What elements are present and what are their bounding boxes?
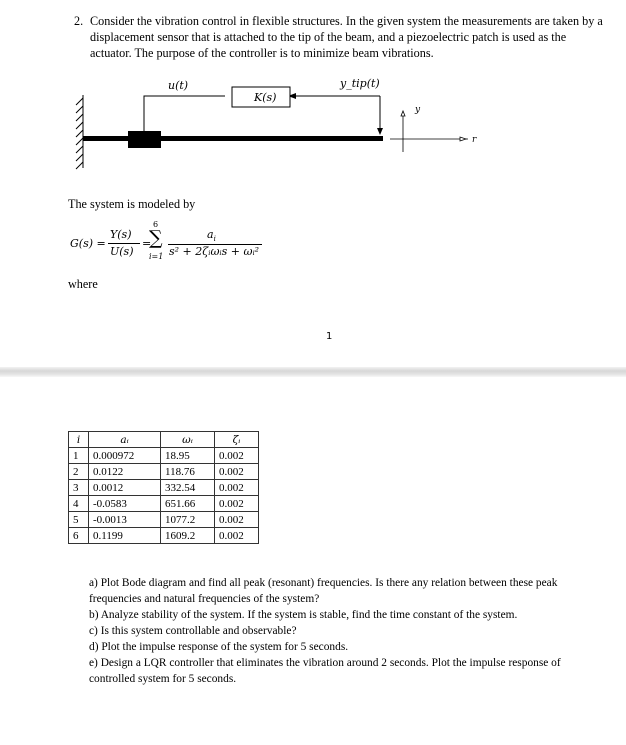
coordinate-axes [390, 111, 468, 152]
cell: 0.002 [215, 512, 259, 528]
cell: 332.54 [161, 480, 215, 496]
cell: 0.000972 [89, 448, 161, 464]
feedback-wire [144, 96, 225, 131]
transfer-function [70, 220, 300, 272]
table-row [69, 528, 259, 544]
sum-lower: i=1 [149, 252, 164, 261]
problem-number: 2. [74, 14, 84, 28]
header-i: i [69, 432, 89, 448]
axis-r-label: r [472, 135, 477, 145]
page-divider [0, 367, 626, 377]
problem-statement: Consider the vibration control in flexible structures. In the given system the measurements are taken by a displacement sensor that is attached to the tip of the beam, and a piezoelectric patch is used as the actuator. The purpose of the controller is to minimize beam vibrations. [90, 14, 603, 60]
controller-label: K(s) [254, 91, 277, 104]
cell: 1 [69, 448, 89, 464]
header-zeta: ζᵢ [215, 432, 259, 448]
question-d: d) Plot the impulse response of the system for 5 seconds. [89, 641, 349, 653]
tf-frac-bar [108, 243, 140, 244]
header-omega: ωᵢ [161, 432, 215, 448]
table-row [69, 496, 259, 512]
wall-hatch [76, 95, 83, 169]
tf-frac-num: Y(s) [110, 228, 132, 241]
table-row [69, 512, 259, 528]
question-c: c) Is this system controllable and observable? [89, 625, 297, 637]
cell: 0.1199 [89, 528, 161, 544]
input-label: u(t) [168, 79, 189, 92]
question-a: a) Plot Bode diagram and find all peak (resonant) frequencies. Is there any relation between these peak frequencies and natural frequencies of the system? [89, 577, 558, 605]
header-a: aᵢ [89, 432, 161, 448]
cell: 0.002 [215, 464, 259, 480]
cell: 18.95 [161, 448, 215, 464]
table-row [69, 480, 259, 496]
tf-frac-den: U(s) [110, 245, 134, 258]
question-b: b) Analyze stability of the system. If the system is stable, find the time constant of the system. [89, 609, 518, 621]
cell: 1609.2 [161, 528, 215, 544]
cell: 0.002 [215, 480, 259, 496]
cell: 118.76 [161, 464, 215, 480]
questions-list [89, 575, 599, 687]
table-header-row [69, 432, 259, 448]
sum-upper: 6 [153, 220, 159, 229]
tf-equals: = [142, 237, 152, 250]
cell: 4 [69, 496, 89, 512]
model-intro: The system is modeled by [68, 197, 196, 211]
term-num: $a_i$ [207, 228, 216, 244]
piezo-patch [128, 131, 161, 148]
table-row [69, 464, 259, 480]
cell: 6 [69, 528, 89, 544]
coefficient-table [68, 431, 259, 544]
sum-symbol: ∑ [149, 227, 163, 249]
cell: 3 [69, 480, 89, 496]
cell: -0.0013 [89, 512, 161, 528]
cell: 2 [69, 464, 89, 480]
cell: 0.0122 [89, 464, 161, 480]
table-row [69, 448, 259, 464]
cell: 0.002 [215, 496, 259, 512]
question-e: e) Design a LQR controller that eliminates the vibration around 2 seconds. Plot the impulse response of controlled system for 5 seconds. [89, 657, 561, 685]
output-label: y_tip(t) [340, 77, 380, 90]
cell: 651.66 [161, 496, 215, 512]
page-number: 1 [326, 331, 333, 342]
cell: 0.002 [215, 528, 259, 544]
tf-lhs: G(s) = [70, 237, 106, 250]
beam-diagram [60, 70, 500, 170]
axis-y-label: y [415, 105, 421, 115]
cell: 1077.2 [161, 512, 215, 528]
where-label: where [68, 277, 98, 291]
term-den: s² + 2ζᵢωᵢs + ωᵢ² [169, 245, 260, 258]
cell: 0.0012 [89, 480, 161, 496]
cell: 0.002 [215, 448, 259, 464]
cell: -0.0583 [89, 496, 161, 512]
cell: 5 [69, 512, 89, 528]
